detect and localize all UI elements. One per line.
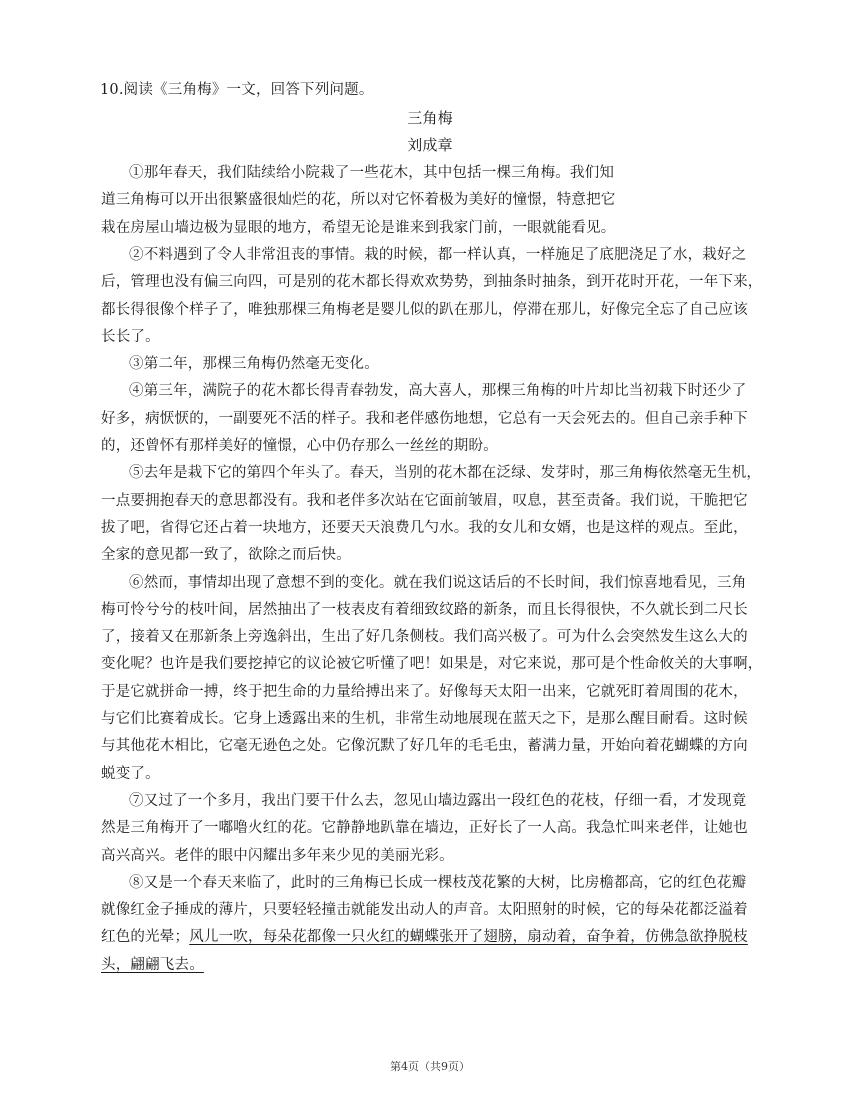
article-line: ⑤去年是栽下它的第四个年头了。春天，当别的花木都在泛绿、发芽时，那三角梅依然毫无生机， (129, 465, 762, 482)
question-prompt: 10.阅读《三角梅》一文，回答下列问题。 (100, 82, 374, 98)
article-line: 了，接着又在那新条上旁逸斜出，生出了好几条侧枝。我们高兴极了。可为什么会突然发生这么大的 (101, 629, 748, 646)
article-line: ③第二年，那棵三角梅仍然毫无变化。 (129, 356, 379, 373)
article-line (101, 927, 748, 947)
article-line: 然是三角梅开了一嘟噜火红的花。它静静地趴靠在墙边，正好长了一人高。我急忙叫来老伴，让她也 (101, 820, 748, 837)
article-line: ⑦又过了一个多月，我出门要干什么去，忽见山墙边露出一段红色的花枝，仔细一看，才发现竟 (129, 792, 747, 809)
article-line: ⑥然而，事情却出现了意想不到的变化。就在我们说这话后的不长时间，我们惊喜地看见，三角 (129, 574, 747, 591)
article-line: 于是它就拼命一搏，终于把生命的力量给搏出来了。好像每天太阳一出来，它就死盯着周围的花木， (101, 683, 748, 700)
underlined-sentence: 头，翩翩飞去。 (101, 956, 204, 973)
article-line: 都长得很像个样子了，唯独那棵三角梅老是婴儿似的趴在那儿，停滞在那儿，好像完全忘了自己应该 (101, 301, 748, 318)
article-line: 栽在房屋山墙边极为显眼的地方，希望无论是谁来到我家门前，一眼就能看见。 (101, 219, 616, 236)
article-line: 与其他花木相比，它毫无逊色之处。它像沉默了好几年的毛毛虫，蓄满力量，开始向着花蝴蝶的方向 (101, 738, 748, 755)
page-footer: 第4页（共9页） (390, 1060, 470, 1073)
article-line: 长长了。 (101, 328, 160, 345)
article-line: 蜕变了。 (101, 765, 160, 782)
article-line: 后，管理也没有偏三向四，可是别的花木都长得欢欢势势，到抽条时抽条，到开花时开花，一年下来， (101, 274, 763, 291)
article-line: 变化呢？也许是我们要挖掉它的议论被它听懂了吧！如果是，对它来说，那可是个性命攸关的大事啊， (101, 656, 763, 673)
article-line: 道三角梅可以开出很繁盛很灿烂的花，所以对它怀着极为美好的憧憬，特意把它 (101, 192, 616, 209)
article-line: 与它们比赛着成长。它身上透露出来的生机，非常生动地展现在蓝天之下，是那么醒目耐看。这时候 (101, 711, 748, 727)
article-line: ①那年春天，我们陆续给小院栽了一些花木，其中包括一棵三角梅。我们知 (129, 165, 615, 181)
article-line: 的，还曾怀有那样美好的憧憬，心中仍存那么一丝丝的期盼。 (101, 438, 498, 454)
article-line: 好多，病恹恹的，一副要死不活的样子。我和老伴感伤地想，它总有一天会死去的。但自己亲手种下 (101, 410, 748, 427)
article-line: 全家的意见都一致了，欲除之而后快。 (101, 547, 351, 564)
article-line: 一点要拥抱春天的意思都没有。我和老伴多次站在它面前皱眉，叹息，甚至责备。我们说，干脆把它 (101, 492, 748, 509)
underlined-sentence: 风儿一吹，每朵花都像一只火红的蝴蝶张开了翅膀，扇动着，奋争着，仿佛急欲挣脱枝 (189, 929, 748, 946)
article-title: 三角梅 (407, 109, 453, 127)
article-line: 高兴高兴。老伴的眼中闪耀出多年来少见的美丽光彩。 (101, 847, 454, 864)
article-line: 梅可怜兮兮的枝叶间，居然抽出了一枝表皮有着细致纹路的新条，而且长得很快，不久就长到二尺长 (101, 601, 748, 618)
article-line: 就像红金子捶成的薄片，只要轻轻撞击就能发出动人的声音。太阳照射的时候，它的每朵花都泛溢着 (101, 902, 748, 919)
article-line: 拔了吧，省得它还占着一块地方，还要天天浪费几勺水。我的女儿和女婿，也是这样的观点。至此， (101, 519, 748, 536)
article-line-plain: 红色的光晕； (101, 929, 190, 946)
article-line: ④第三年，满院子的花木都长得青春勃发，高大喜人，那棵三角梅的叶片却比当初栽下时还少了 (129, 383, 747, 400)
article-line (101, 955, 204, 975)
article-line: ⑧又是一个春天来临了，此时的三角梅已长成一棵枝茂花繁的大树，比房檐都高，它的红色花瓣 (129, 874, 747, 891)
article-author: 刘成章 (407, 136, 453, 154)
article-line: ②不料遇到了令人非常沮丧的事情。栽的时候，都一样认真，一样施足了底肥浇足了水，栽好之 (129, 246, 747, 263)
